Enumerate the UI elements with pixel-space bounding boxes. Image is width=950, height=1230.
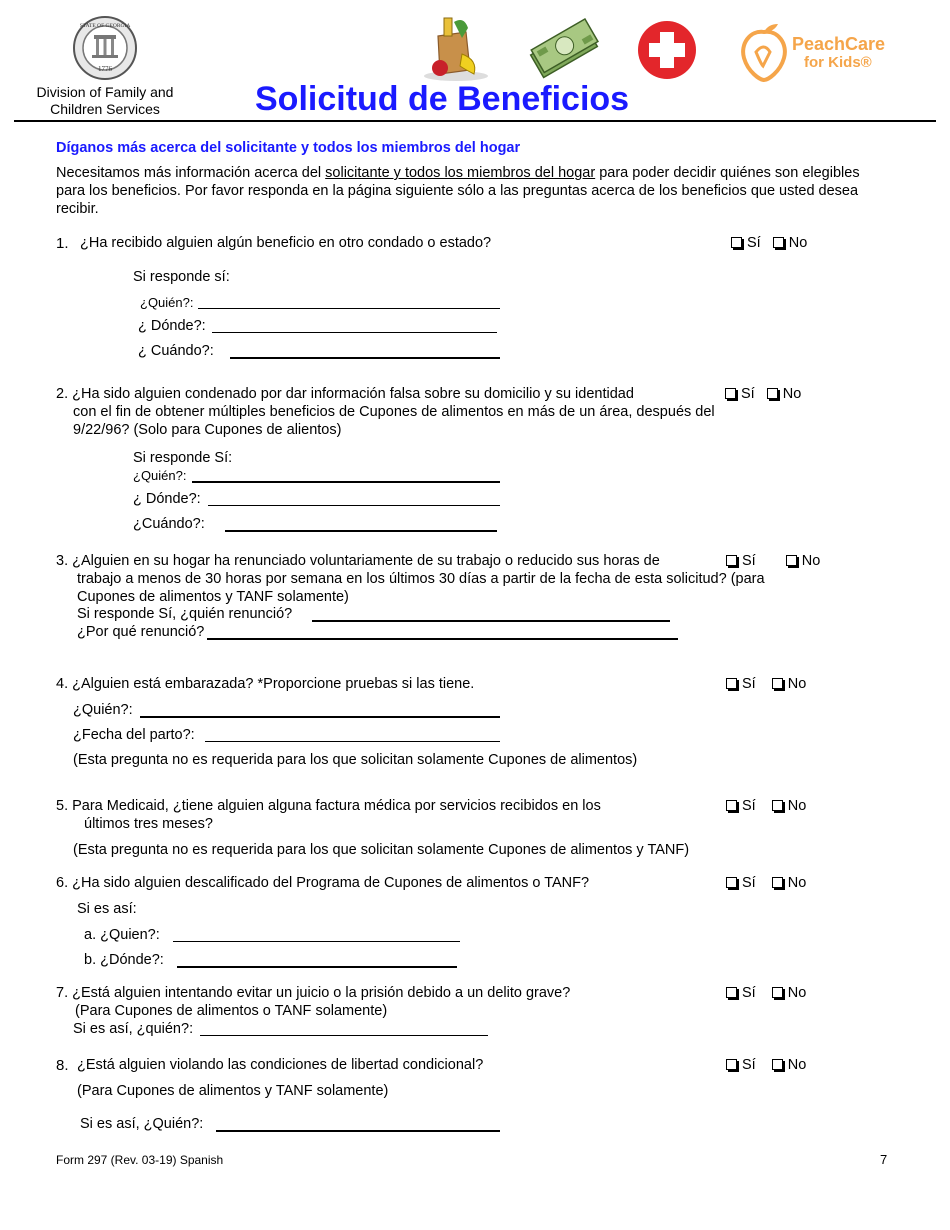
q2-yes-no <box>725 386 809 402</box>
q4-due-label: ¿Fecha del parto?: <box>73 727 195 743</box>
intro-text-after: para poder decidir quiénes son elegibles para los beneficios. Por favor responda en la página siguiente sólo a las preguntas acerca de los beneficios que usted desea recibir. <box>56 165 860 217</box>
q2-where-field[interactable] <box>208 505 500 506</box>
q1-no-label: No <box>788 235 808 251</box>
q5-yes-label: Sí <box>742 798 756 814</box>
header-divider <box>14 120 936 122</box>
q8-yes-label: Sí <box>742 1057 756 1073</box>
intro-text-underlined: solicitante y todos los miembros del hogar <box>325 165 596 181</box>
q3-line2: trabajo a menos de 30 horas por semana en los últimos 30 días a partir de la fecha de esta solicitud? (para <box>77 571 765 587</box>
q3-no-label: No <box>801 553 821 569</box>
peachcare-line1: PeachCare <box>792 34 886 54</box>
q8-no-checkbox[interactable] <box>772 1059 783 1070</box>
q4-no-label: No <box>787 676 807 692</box>
q8-number: 8. <box>56 1057 69 1074</box>
q5-line2: últimos tres meses? <box>84 816 213 832</box>
q3-yes-checkbox[interactable] <box>726 555 737 566</box>
q6-b-label: b. ¿Dónde?: <box>84 952 164 968</box>
q3-why-label: ¿Por qué renunció? <box>77 624 205 640</box>
q5-yes-no <box>726 798 814 814</box>
q4-no-checkbox[interactable] <box>772 678 783 689</box>
page-title: Solicitud de Beneficios <box>255 80 630 118</box>
q7-no-checkbox[interactable] <box>772 987 783 998</box>
q6-if-so: Si es así: <box>77 901 137 917</box>
q2-line1: 2. ¿Ha sido alguien condenado por dar información falsa sobre su domicilio y su identidad <box>56 386 634 402</box>
q7-yes-checkbox[interactable] <box>726 987 737 998</box>
agency-line1: Division of Family and <box>36 84 174 100</box>
q4-yes-checkbox[interactable] <box>726 678 737 689</box>
q2-yes-label: Sí <box>741 386 755 402</box>
q4-yes-no <box>726 676 814 692</box>
intro-heading: Díganos más acerca del solicitante y todos los miembros del hogar <box>56 140 521 156</box>
q2-line3: 9/22/96? (Solo para Cupones de alientos) <box>73 422 342 438</box>
q1-yes-checkbox[interactable] <box>731 237 742 248</box>
q1-yes-no <box>731 235 815 251</box>
page-number: 7 <box>880 1152 888 1167</box>
money-icon <box>526 18 600 80</box>
q6-yes-no <box>726 875 814 891</box>
q4-note: (Esta pregunta no es requerida para los que solicitan solamente Cupones de alimentos) <box>73 752 638 768</box>
q1-question: ¿Ha recibido alguien algún beneficio en otro condado o estado? <box>80 235 492 251</box>
q3-yes-no <box>726 553 828 569</box>
intro-paragraph <box>56 164 871 218</box>
q2-where-label: ¿ Dónde?: <box>133 491 201 507</box>
form-id: Form 297 (Rev. 03-19) Spanish <box>56 1153 224 1167</box>
q4-who-label: ¿Quién?: <box>73 702 133 718</box>
q3-line1: 3. ¿Alguien en su hogar ha renunciado voluntariamente de su trabajo o reducido sus horas de <box>56 553 660 569</box>
q1-number: 1. <box>56 235 69 252</box>
q6-a-field[interactable] <box>173 941 460 942</box>
seal-year: 1776 <box>98 65 112 73</box>
georgia-seal <box>72 15 138 81</box>
q8-question: ¿Está alguien violando las condiciones de libertad condicional? <box>77 1057 484 1073</box>
q2-who-field[interactable] <box>192 481 500 483</box>
q1-who-label: ¿Quién?: <box>140 295 194 310</box>
q2-who-label: ¿Quién?: <box>133 468 187 483</box>
q1-no-checkbox[interactable] <box>773 237 784 248</box>
q7-yes-label: Sí <box>742 985 756 1001</box>
q2-if-yes: Si responde Sí: <box>133 450 233 466</box>
q5-note: (Esta pregunta no es requerida para los que solicitan solamente Cupones de alimentos y TANF) <box>73 842 690 858</box>
q3-yes-label: Sí <box>742 553 756 569</box>
q3-who-field[interactable] <box>312 620 670 622</box>
agency-name <box>20 84 190 118</box>
q3-who-label: Si responde Sí, ¿quién renunció? <box>77 606 293 622</box>
q4-who-field[interactable] <box>140 716 500 718</box>
q7-who-field[interactable] <box>200 1035 488 1036</box>
q5-no-label: No <box>787 798 807 814</box>
peachcare-line2: for Kids® <box>804 54 872 71</box>
q1-yes-label: Sí <box>747 235 761 251</box>
q2-when-label: ¿Cuándo?: <box>133 516 205 532</box>
q8-no-label: No <box>787 1057 807 1073</box>
q7-line2: (Para Cupones de alimentos o TANF solamente) <box>75 1003 388 1019</box>
q3-line3: Cupones de alimentos y TANF solamente) <box>77 589 349 605</box>
q2-when-field[interactable] <box>225 530 497 532</box>
q1-where-label: ¿ Dónde?: <box>138 318 206 334</box>
q3-why-field[interactable] <box>207 638 678 640</box>
q2-no-label: No <box>782 386 802 402</box>
q2-line2: con el fin de obtener múltiples beneficios de Cupones de alimentos en más de un área, después del <box>73 404 715 420</box>
q7-yes-no <box>726 985 814 1001</box>
q8-yes-no <box>726 1057 814 1073</box>
q1-if-yes: Si responde sí: <box>133 269 230 285</box>
medical-cross-icon <box>637 20 697 80</box>
q6-yes-label: Sí <box>742 875 756 891</box>
q6-a-label: a. ¿Quien?: <box>84 927 160 943</box>
q4-yes-label: Sí <box>742 676 756 692</box>
groceries-icon <box>418 14 490 82</box>
q8-note: (Para Cupones de alimentos y TANF solamente) <box>77 1083 389 1099</box>
q5-no-checkbox[interactable] <box>772 800 783 811</box>
q7-who-label: Si es así, ¿quién?: <box>73 1021 194 1037</box>
q8-who-label: Si es así, ¿Quién?: <box>80 1116 204 1132</box>
q5-yes-checkbox[interactable] <box>726 800 737 811</box>
q3-no-checkbox[interactable] <box>786 555 797 566</box>
q4-question: 4. ¿Alguien está embarazada? *Proporcione pruebas si las tiene. <box>56 676 475 692</box>
q1-when-label: ¿ Cuándo?: <box>138 343 214 359</box>
q5-line1: 5. Para Medicaid, ¿tiene alguien alguna factura médica por servicios recibidos en los <box>56 798 601 814</box>
q6-b-field[interactable] <box>177 966 457 968</box>
q6-no-label: No <box>787 875 807 891</box>
agency-line2: Children Services <box>50 101 160 117</box>
peachcare-logo <box>738 22 886 84</box>
q2-no-checkbox[interactable] <box>767 388 778 399</box>
q1-who-field[interactable] <box>198 308 500 309</box>
q1-where-field[interactable] <box>212 332 497 333</box>
seal-text: STATE OF GEORGIA <box>79 23 131 29</box>
q6-yes-checkbox[interactable] <box>726 877 737 888</box>
q6-question: 6. ¿Ha sido alguien descalificado del Programa de Cupones de alimentos o TANF? <box>56 875 590 891</box>
q2-yes-checkbox[interactable] <box>725 388 736 399</box>
q7-no-label: No <box>787 985 807 1001</box>
q7-line1: 7. ¿Está alguien intentando evitar un juicio o la prisión debido a un delito grave? <box>56 985 571 1001</box>
q1-when-field[interactable] <box>230 357 500 359</box>
q8-yes-checkbox[interactable] <box>726 1059 737 1070</box>
q4-due-field[interactable] <box>205 741 500 742</box>
q8-who-field[interactable] <box>216 1130 500 1132</box>
intro-text-before: Necesitamos más información acerca del <box>56 165 326 181</box>
q6-no-checkbox[interactable] <box>772 877 783 888</box>
